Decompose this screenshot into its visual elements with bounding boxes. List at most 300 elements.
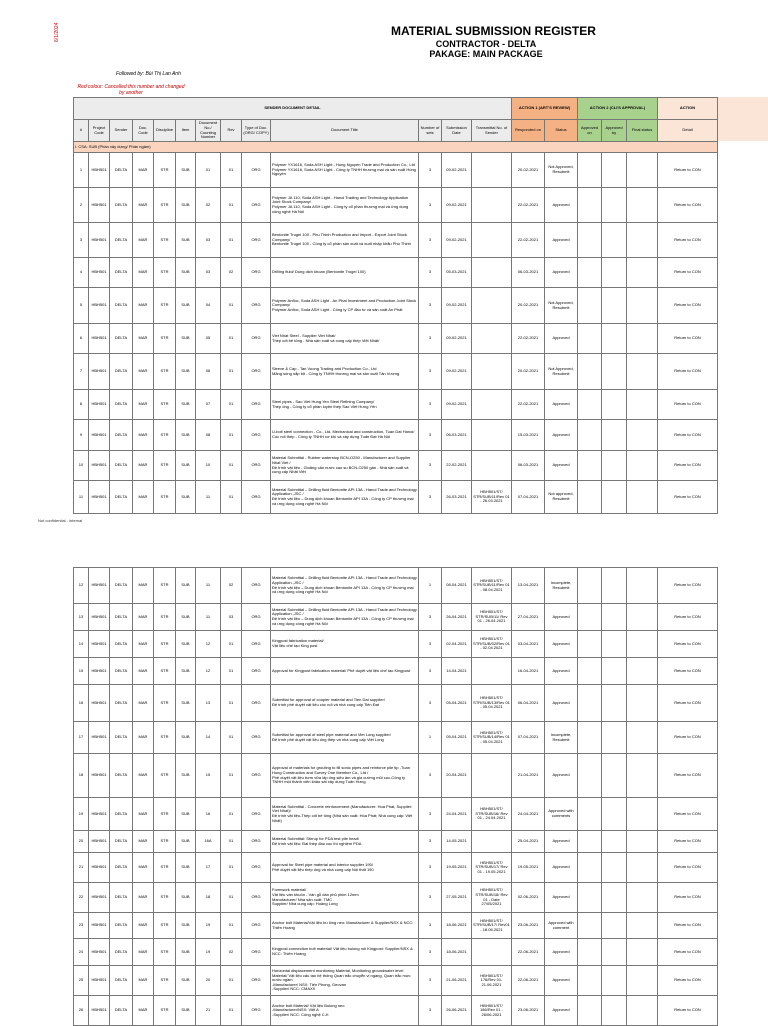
- cell-detail: Return to CON: [658, 451, 718, 481]
- cell-status: Approved: [545, 604, 578, 631]
- cell-no: 25: [74, 966, 89, 996]
- table-row: [74, 913, 718, 939]
- cell-submission-date: 14-05-2021: [442, 831, 472, 853]
- cell-rev: 01: [221, 481, 242, 514]
- cell-type: ORG: [242, 153, 271, 188]
- cell-doc-code: MAR: [133, 966, 154, 996]
- table-row: [74, 481, 718, 514]
- cell-detail: Return to CON: [658, 420, 718, 451]
- cell-transmittal: [472, 658, 512, 685]
- cell-final-status: [627, 913, 658, 939]
- cell-discipline: STR: [154, 451, 176, 481]
- cell-item: SUB: [176, 754, 196, 798]
- cell-responded-on: 27-04-2021: [512, 604, 545, 631]
- col-final-status: Final status: [627, 120, 658, 142]
- cell-document-no: 12: [196, 631, 221, 658]
- cell-discipline: STR: [154, 722, 176, 754]
- cell-project-code: HBH501: [89, 658, 110, 685]
- cell-project-code: HBH501: [89, 223, 110, 258]
- cell-sender: DELTA: [110, 451, 133, 481]
- cell-number-of-sets: 1: [419, 722, 442, 754]
- cell-document-no: 16: [196, 798, 221, 831]
- cell-doc-code: MAR: [133, 604, 154, 631]
- cell-sender: DELTA: [110, 324, 133, 354]
- cell-approved-by: [602, 685, 627, 722]
- cell-final-status: [627, 153, 658, 188]
- col-doc-code: Doc. Code: [133, 120, 154, 142]
- cell-document-no: 10: [196, 451, 221, 481]
- cell-discipline: STR: [154, 966, 176, 996]
- cell-final-status: [627, 966, 658, 996]
- cell-sender: DELTA: [110, 913, 133, 939]
- cell-no: 14: [74, 631, 89, 658]
- table-row: [74, 658, 718, 685]
- cell-responded-on: 25-04-2021: [512, 831, 545, 853]
- cell-number-of-sets: 3: [419, 754, 442, 798]
- cell-document-title: Anchor bolt Material/ Vật liệu Bulong neo -Manufacturer/NSX: Việt A -Supplier/ NCC: Công nghệ C-K: [271, 996, 419, 1026]
- cell-document-title: Drilling fluid/ Dung dịch khoan (Bentonite Trugel 100): [271, 258, 419, 288]
- cell-item: SUB: [176, 481, 196, 514]
- cell-discipline: STR: [154, 223, 176, 258]
- cell-document-no: 02: [196, 188, 221, 223]
- cell-document-title: Viet Nhat Steel - Supplier Viet Nhat/ Thép cốt bê tông - Nhà sản xuất và cung cấp thép Việt Nhật/: [271, 324, 419, 354]
- cell-responded-on: 21-04-2021: [512, 754, 545, 798]
- cell-final-status: [627, 390, 658, 420]
- cell-document-title: Material Submittal – Drilling fluid Bentonite API 13A - Hanoi Trade and Technology Application.,JSC / Đệ trình vật liệu – Dung dịch khoan Bentonite API 13A - Công ty CP thương mại và ứng dụng công nghệ Hà Nội: [271, 604, 419, 631]
- cell-item: SUB: [176, 288, 196, 324]
- cell-transmittal: [472, 153, 512, 188]
- cell-detail: Return to CON: [658, 631, 718, 658]
- cell-project-code: HBH501: [89, 188, 110, 223]
- cell-type: ORG: [242, 481, 271, 514]
- cell-final-status: [627, 722, 658, 754]
- cell-transmittal: HBH501/ST/ STR/SUB/11/ Rev 01 - 26.04.2021: [472, 604, 512, 631]
- cell-submission-date: 09-02-2021: [442, 354, 472, 390]
- cell-approved-on: [578, 604, 602, 631]
- cell-sender: DELTA: [110, 658, 133, 685]
- cell-approved-on: [578, 913, 602, 939]
- cell-transmittal: [472, 223, 512, 258]
- cell-transmittal: HBH501/ST/ STR/SUB/14/Rev 01 - 05.04.2021: [472, 722, 512, 754]
- cell-document-title: Bentonite Trugel 100 - Phu Thinh Production and Import - Export Joint Stock Company/ Bentonite Trugel 100 - Công ty cổ phần sản xuất và xuất nhập khẩu Phú Thịnh: [271, 223, 419, 258]
- col-transmittal: Transmittal No. of Sender: [472, 120, 512, 142]
- table-row: [74, 390, 718, 420]
- cell-discipline: STR: [154, 258, 176, 288]
- cell-discipline: STR: [154, 420, 176, 451]
- cell-discipline: STR: [154, 685, 176, 722]
- cell-number-of-sets: 3: [419, 420, 442, 451]
- cell-responded-on: 23-06-2021: [512, 913, 545, 939]
- cell-document-title: Material Submittal – Drilling fluid Bentonite API 13A - Hanoi Trade and Technology Application.,JSC / Đệ trình vật liệu – Dung dịch khoan Bentonite API 13A - Công ty CP thương mại và ứng dụng công nghệ Hà Nội: [271, 481, 419, 514]
- table-row: [74, 883, 718, 913]
- cell-approved-by: [602, 631, 627, 658]
- cell-doc-code: MAR: [133, 754, 154, 798]
- cell-submission-date: 26-06-2021: [442, 996, 472, 1026]
- cell-number-of-sets: 3: [419, 658, 442, 685]
- cell-no: 9: [74, 420, 89, 451]
- cell-status: Approved: [545, 685, 578, 722]
- cell-rev: 01: [221, 883, 242, 913]
- cell-detail: Return to CON: [658, 188, 718, 223]
- cell-sender: DELTA: [110, 223, 133, 258]
- cell-doc-code: MAR: [133, 658, 154, 685]
- cell-item: SUB: [176, 324, 196, 354]
- cell-approved-on: [578, 324, 602, 354]
- cell-no: 26: [74, 996, 89, 1026]
- cell-approved-by: [602, 722, 627, 754]
- table-row: [74, 754, 718, 798]
- cell-document-no: 14: [196, 722, 221, 754]
- cell-discipline: STR: [154, 153, 176, 188]
- cell-document-no: 12: [196, 658, 221, 685]
- cell-item: SUB: [176, 258, 196, 288]
- col-item: Item: [176, 120, 196, 142]
- cell-no: 17: [74, 722, 89, 754]
- cell-detail: Return to CON: [658, 798, 718, 831]
- cell-approved-by: [602, 939, 627, 966]
- cell-approved-on: [578, 568, 602, 604]
- cell-rev: 01: [221, 685, 242, 722]
- cell-project-code: HBH501: [89, 153, 110, 188]
- cell-document-no: 11: [196, 481, 221, 514]
- cell-no: 10: [74, 451, 89, 481]
- cell-no: 15: [74, 658, 89, 685]
- cell-project-code: HBH501: [89, 288, 110, 324]
- cell-final-status: [627, 685, 658, 722]
- cell-discipline: STR: [154, 853, 176, 883]
- table-row: [74, 798, 718, 831]
- cell-final-status: [627, 996, 658, 1026]
- cell-discipline: STR: [154, 883, 176, 913]
- cell-document-no: 03: [196, 258, 221, 288]
- cell-status: Approved: [545, 631, 578, 658]
- cell-approved-by: [602, 754, 627, 798]
- cell-detail: Return to CON: [658, 604, 718, 631]
- cell-item: SUB: [176, 883, 196, 913]
- cell-submission-date: 22-02-2021: [442, 451, 472, 481]
- cell-type: ORG: [242, 390, 271, 420]
- cell-no: 16: [74, 685, 89, 722]
- cell-type: ORG: [242, 996, 271, 1026]
- cell-submission-date: 05-04-2021: [442, 722, 472, 754]
- cell-doc-code: MAR: [133, 481, 154, 514]
- cell-final-status: [627, 631, 658, 658]
- cell-approved-on: [578, 288, 602, 324]
- cell-approved-on: [578, 223, 602, 258]
- table-row: [74, 258, 718, 288]
- cell-transmittal: HBH501/ST/ STR/SUB/16/ Rev 01 - 24.04.2021: [472, 798, 512, 831]
- cell-document-no: 06: [196, 354, 221, 390]
- cell-document-title: Polymer YX1616, Soda ASH Light - Hung Nguyen Trade and Production Co., Ltd Polymer YX1616, Soda ASH Light - Công ty TNHH thương mại và sản xuất Hùng Nguyên: [271, 153, 419, 188]
- cell-number-of-sets: 3: [419, 631, 442, 658]
- cell-number-of-sets: 3: [419, 451, 442, 481]
- cell-document-no: 05: [196, 324, 221, 354]
- cell-number-of-sets: 3: [419, 258, 442, 288]
- cell-project-code: HBH501: [89, 798, 110, 831]
- cell-item: SUB: [176, 153, 196, 188]
- cell-detail: Return to CON: [658, 966, 718, 996]
- cell-doc-code: MAR: [133, 153, 154, 188]
- col-detail: Detail: [658, 120, 718, 142]
- cell-approved-on: [578, 996, 602, 1026]
- cell-rev: 01: [221, 324, 242, 354]
- cell-responded-on: 19-05-2021: [512, 853, 545, 883]
- cell-submission-date: 09-02-2021: [442, 390, 472, 420]
- cell-final-status: [627, 831, 658, 853]
- cell-no: 20: [74, 831, 89, 853]
- col-document-title: Document Title: [271, 120, 419, 142]
- cell-document-no: 08: [196, 420, 221, 451]
- cell-document-no: 18: [196, 883, 221, 913]
- cell-number-of-sets: 3: [419, 853, 442, 883]
- register-table-top: [73, 97, 718, 514]
- side-date-stamp: 6/1/2024: [54, 22, 60, 42]
- cell-item: SUB: [176, 568, 196, 604]
- cell-rev: 01: [221, 420, 242, 451]
- cell-document-no: 03: [196, 223, 221, 258]
- cell-approved-by: [602, 420, 627, 451]
- cell-submission-date: 18-06-2021: [442, 939, 472, 966]
- cell-approved-by: [602, 451, 627, 481]
- cell-detail: Return to CON: [658, 223, 718, 258]
- cell-detail: Return to CON: [658, 153, 718, 188]
- cell-status: Approved: [545, 223, 578, 258]
- cell-approved-by: [602, 913, 627, 939]
- cell-transmittal: HBH501/ST/ 186/Rev 01 - 26/06.2021: [472, 996, 512, 1026]
- cell-submission-date: 27-05-2021: [442, 883, 472, 913]
- cell-rev: 01: [221, 354, 242, 390]
- cell-discipline: STR: [154, 996, 176, 1026]
- cell-submission-date: 05-04-2021: [442, 685, 472, 722]
- cell-approved-by: [602, 798, 627, 831]
- table-row: [74, 685, 718, 722]
- cell-status: Approved: [545, 420, 578, 451]
- cell-sender: DELTA: [110, 722, 133, 754]
- cell-document-no: 15: [196, 754, 221, 798]
- cell-rev: 01: [221, 966, 242, 996]
- cell-approved-by: [602, 390, 627, 420]
- cell-detail: Return to CON: [658, 354, 718, 390]
- cell-sender: DELTA: [110, 631, 133, 658]
- cell-approved-on: [578, 798, 602, 831]
- cell-project-code: HBH501: [89, 831, 110, 853]
- cell-discipline: STR: [154, 390, 176, 420]
- cell-rev: 01: [221, 390, 242, 420]
- cell-submission-date: 09-02-2021: [442, 188, 472, 223]
- cell-transmittal: [472, 754, 512, 798]
- cell-status: Not approved, Resubmit: [545, 481, 578, 514]
- cell-rev: 01: [221, 798, 242, 831]
- cell-transmittal: [472, 354, 512, 390]
- cell-detail: Return to CON: [658, 939, 718, 966]
- table-row: [74, 853, 718, 883]
- action2-group-header: ACTION 2 (CLI'S APPROVAL): [578, 98, 658, 120]
- cell-approved-by: [602, 223, 627, 258]
- cell-document-no: 19: [196, 939, 221, 966]
- cell-type: ORG: [242, 883, 271, 913]
- cell-item: SUB: [176, 223, 196, 258]
- cell-status: Approved: [545, 883, 578, 913]
- cell-document-title: Horizontal displacement monitoring Material, Monitoring groundwater level Material/ Vật liệu cấu tạo hệ thống Quan trắc chuyển vị ngang, Quan trắc mực nước ngầm -Manufacturer/ NSX: Tiến Phong, Geovan -Supplier/ NCC: CMAXX: [271, 966, 419, 996]
- col-type: Type of Doc. (ORG/ COPY): [242, 120, 271, 142]
- cell-approved-on: [578, 939, 602, 966]
- cell-project-code: HBH501: [89, 631, 110, 658]
- cell-number-of-sets: 3: [419, 604, 442, 631]
- cell-doc-code: MAR: [133, 939, 154, 966]
- cell-type: ORG: [242, 831, 271, 853]
- cell-sender: DELTA: [110, 420, 133, 451]
- cell-document-title: Anchor bolt Material/Vật liệu bu lông neo: Manufacturer & Supplier/NSX & NCC: Thiên Hoàng: [271, 913, 419, 939]
- cell-doc-code: MAR: [133, 420, 154, 451]
- cell-responded-on: 22-02-2021: [512, 324, 545, 354]
- cell-item: SUB: [176, 631, 196, 658]
- cell-type: ORG: [242, 223, 271, 258]
- cell-responded-on: 20-02-2021: [512, 354, 545, 390]
- cell-document-title: Material Submittal – Drilling fluid Bentonite API 13A - Hanoi Trade and Technology Application.,JSC / Đệ trình vật liệu – Dung dịch khoan Bentonite API 13A - Công ty CP thương mại và ứng dụng công nghệ Hà Nội: [271, 568, 419, 604]
- cell-sender: DELTA: [110, 354, 133, 390]
- cell-rev: 01: [221, 223, 242, 258]
- cell-approved-on: [578, 754, 602, 798]
- cell-approved-by: [602, 354, 627, 390]
- table-row: [74, 631, 718, 658]
- cell-type: ORG: [242, 324, 271, 354]
- cell-transmittal: [472, 420, 512, 451]
- cell-doc-code: MAR: [133, 798, 154, 831]
- cell-final-status: [627, 604, 658, 631]
- cell-approved-on: [578, 722, 602, 754]
- cell-approved-on: [578, 354, 602, 390]
- cell-status: Approved: [545, 996, 578, 1026]
- red-colour-note: Red colour: Cancelled this number and changed by another: [77, 84, 185, 96]
- cell-responded-on: 06-03-2021: [512, 258, 545, 288]
- cell-transmittal: [472, 939, 512, 966]
- cell-document-title: Polymer Anfloc, Soda ASH Light - An Phat Investment and Production Joint Stock Company/ Polymer Anflоc, Soda ASH Light - Công ty CP đầu tư và sản xuất An Phát: [271, 288, 419, 324]
- cell-document-title: Material Submittal - Concrete reinforcement (Manufacturer: Hoa Phat, Supplier: Viet Nhat)/ Đệ trình vật liệu-Thép cốt bê tông (Nhà sản xuất: Hòa Phát; Nhà cung cấp: Việt Nhật): [271, 798, 419, 831]
- col-number-of-sets: Number of sets: [419, 120, 442, 142]
- cell-detail: Return to CON: [658, 390, 718, 420]
- cell-type: ORG: [242, 798, 271, 831]
- cell-project-code: HBH501: [89, 966, 110, 996]
- cell-discipline: STR: [154, 939, 176, 966]
- cell-submission-date: 26-04-2021: [442, 604, 472, 631]
- cell-approved-by: [602, 153, 627, 188]
- cell-submission-date: 06-03-2021: [442, 420, 472, 451]
- cell-sender: DELTA: [110, 883, 133, 913]
- cell-responded-on: 07-04-2021: [512, 722, 545, 754]
- cell-discipline: STR: [154, 324, 176, 354]
- col-rev: Rev: [221, 120, 242, 142]
- cell-number-of-sets: 3: [419, 996, 442, 1026]
- cell-item: SUB: [176, 390, 196, 420]
- cell-sender: DELTA: [110, 258, 133, 288]
- document-title-block: [391, 24, 596, 59]
- cell-number-of-sets: 3: [419, 188, 442, 223]
- cell-project-code: HBH501: [89, 604, 110, 631]
- cell-transmittal: [472, 258, 512, 288]
- cell-no: 19: [74, 798, 89, 831]
- cell-doc-code: MAR: [133, 354, 154, 390]
- cell-no: 6: [74, 324, 89, 354]
- cell-rev: 01: [221, 153, 242, 188]
- cell-type: ORG: [242, 631, 271, 658]
- cell-number-of-sets: 3: [419, 153, 442, 188]
- cell-responded-on: 22-06-2021: [512, 966, 545, 996]
- cell-approved-by: [602, 853, 627, 883]
- cell-transmittal: HBH501/ST/ STR/SUB/11/Rev 01 - 08.04.2021: [472, 568, 512, 604]
- cell-status: Approved: [545, 754, 578, 798]
- cell-no: 13: [74, 604, 89, 631]
- cell-document-no: 01: [196, 153, 221, 188]
- cell-rev: 02: [221, 939, 242, 966]
- cell-rev: 01: [221, 996, 242, 1026]
- cell-rev: 02: [221, 568, 242, 604]
- cell-responded-on: 15-03-2021: [512, 420, 545, 451]
- cell-doc-code: MAR: [133, 188, 154, 223]
- cell-transmittal: HBH501/ST/ STR/SUB/13/Rev 01 - 05.04.2021: [472, 685, 512, 722]
- cell-discipline: STR: [154, 288, 176, 324]
- cell-document-title: Approval for Steel pipe material and interior supplier 190/ Phê duyệt vật liệu thép ống và nhà cung cấp Nội thất 190: [271, 853, 419, 883]
- cell-type: ORG: [242, 188, 271, 223]
- cell-type: ORG: [242, 354, 271, 390]
- cell-responded-on: 20-02-2021: [512, 288, 545, 324]
- cell-discipline: STR: [154, 913, 176, 939]
- cell-number-of-sets: 3: [419, 939, 442, 966]
- cell-project-code: HBH501: [89, 853, 110, 883]
- cell-document-no: 21: [196, 996, 221, 1026]
- cell-approved-on: [578, 883, 602, 913]
- cell-document-no: 11: [196, 568, 221, 604]
- cell-submission-date: 09-02-2021: [442, 288, 472, 324]
- cell-status: Approved: [545, 324, 578, 354]
- cell-document-title: Kingpost connection bolt material/ Vật liệu bulong nối Kingpost: Supplier/NSX & NCC: Thiên Hoàng: [271, 939, 419, 966]
- cell-no: 4: [74, 258, 89, 288]
- cell-transmittal: HBH501/ST/ STR/SUB/02/Rev 01 - 02.04.2021: [472, 631, 512, 658]
- cell-final-status: [627, 288, 658, 324]
- cell-detail: Return to CON: [658, 754, 718, 798]
- cell-transmittal: HBH501/ST/ 176/Rev 01- 21.06.2021: [472, 966, 512, 996]
- cell-doc-code: MAR: [133, 685, 154, 722]
- col-approved-by: Approved by: [602, 120, 627, 142]
- cell-document-title: Submittal for approval of steel pipe material and Viet Long supplier/ Đệ trình phê duyệt vật liệu ống thép và nhà cung cấp Việt Long: [271, 722, 419, 754]
- cell-project-code: HBH501: [89, 324, 110, 354]
- cell-project-code: HBH501: [89, 685, 110, 722]
- cell-sender: DELTA: [110, 288, 133, 324]
- cell-approved-on: [578, 685, 602, 722]
- cell-rev: 01: [221, 658, 242, 685]
- cell-no: 7: [74, 354, 89, 390]
- col-approved-on: Approved on: [578, 120, 602, 142]
- cell-project-code: HBH501: [89, 390, 110, 420]
- cell-sender: DELTA: [110, 188, 133, 223]
- table-row: [74, 604, 718, 631]
- cell-project-code: HBH501: [89, 996, 110, 1026]
- cell-responded-on: 06-04-2021: [512, 685, 545, 722]
- cell-discipline: STR: [154, 354, 176, 390]
- cell-no: 2: [74, 188, 89, 223]
- table-row: [74, 722, 718, 754]
- cell-final-status: [627, 324, 658, 354]
- cell-document-no: 13: [196, 685, 221, 722]
- cell-doc-code: MAR: [133, 996, 154, 1026]
- cell-approved-on: [578, 153, 602, 188]
- cell-status: Approved: [545, 831, 578, 853]
- cell-discipline: STR: [154, 188, 176, 223]
- followed-by-note: Followed by: Bùi Thị Lan Anh: [116, 71, 181, 77]
- cell-detail: Return to CON: [658, 324, 718, 354]
- cell-sender: DELTA: [110, 798, 133, 831]
- cell-project-code: HBH501: [89, 420, 110, 451]
- cell-document-title: Formwork material/ Vật liệu ván khuôn - Ván gỗ dán phủ phim 12mm Manufacturer/ Nhà sản xuất: TMC Supplier/ Nhà cung cấp: Hoàng Long: [271, 883, 419, 913]
